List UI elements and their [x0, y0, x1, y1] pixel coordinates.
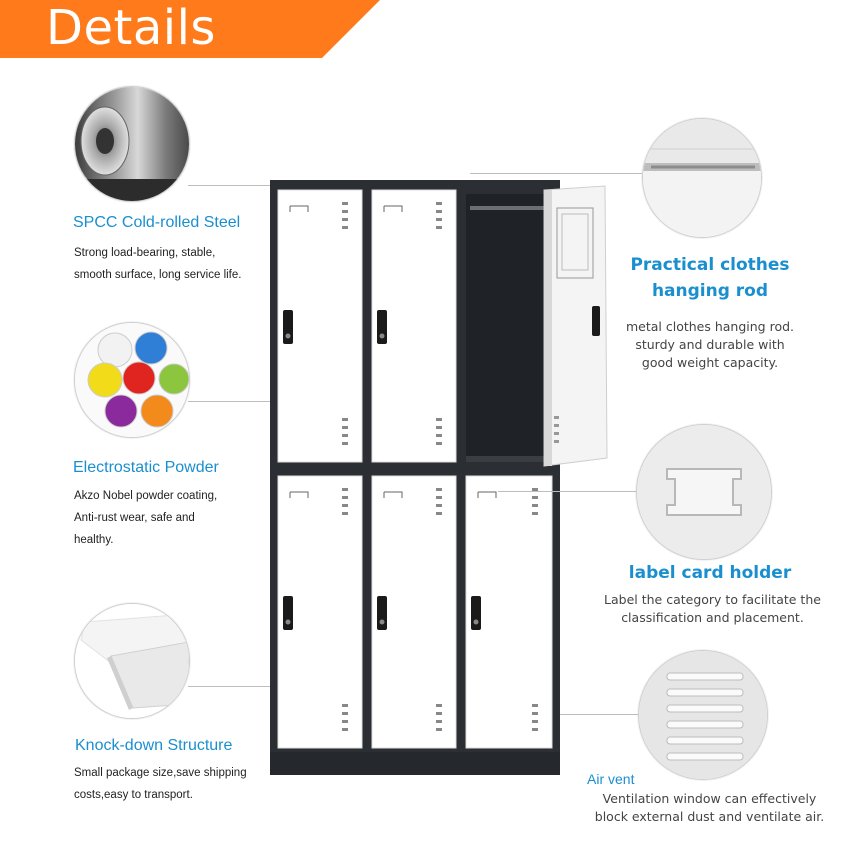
- details-banner: [0, 0, 380, 58]
- title-line: Practical clothes: [630, 255, 790, 275]
- connector-line: [188, 185, 270, 186]
- connector-line: [188, 401, 270, 402]
- powder-white: [98, 333, 132, 367]
- door-open: [544, 186, 607, 466]
- desc-line: metal clothes hanging rod.: [625, 319, 795, 334]
- desc-line: Anti-rust wear, safe and: [74, 512, 195, 524]
- feature-desc-label-holder: [580, 591, 845, 627]
- desc-line: Akzo Nobel powder coating,: [74, 490, 218, 502]
- desc-line: costs,easy to transport.: [74, 789, 193, 801]
- desc-line: classification and placement.: [621, 610, 804, 625]
- panel-image: [74, 603, 190, 719]
- feature-title-knockdown: Knock-down Structure: [75, 737, 233, 754]
- connector-line: [188, 686, 270, 687]
- feature-desc-air-vent: [582, 790, 837, 826]
- desc-line: Ventilation window can effectively: [602, 791, 817, 806]
- desc-line: sturdy and durable with: [635, 337, 785, 352]
- feature-desc-hanging-rod: [605, 318, 815, 372]
- feature-desc-steel: [74, 242, 241, 286]
- feature-title-air-vent: Air vent: [587, 771, 635, 787]
- desc-line: healthy.: [74, 534, 114, 546]
- air-vent-image: [638, 650, 768, 780]
- connector-line: [560, 714, 638, 715]
- label-holder-image: [636, 424, 772, 560]
- door-bottom-middle: [372, 476, 456, 748]
- hanging-rod: [470, 206, 548, 210]
- powder-red: [123, 362, 155, 394]
- desc-line: smooth surface, long service life.: [74, 269, 242, 281]
- feature-desc-powder: [74, 485, 217, 551]
- feature-title-label-holder: label card holder: [628, 563, 792, 583]
- powder-green: [159, 364, 189, 394]
- door-bottom-left: [278, 476, 362, 748]
- banner-title: Details: [46, 0, 216, 56]
- open-compartment: [466, 194, 552, 462]
- door-top-left: [278, 190, 362, 462]
- feature-desc-knockdown: [74, 762, 247, 806]
- powder-blue: [135, 332, 167, 364]
- desc-line: block external dust and ventilate air.: [594, 809, 825, 824]
- hanging-rod-image: [642, 118, 762, 238]
- connector-line: [470, 173, 642, 174]
- desc-line: Strong load-bearing, stable,: [74, 247, 216, 259]
- desc-line: good weight capacity.: [641, 355, 779, 370]
- locker-cabinet: [270, 180, 615, 785]
- powder-purple: [105, 395, 137, 427]
- desc-line: Small package size,save shipping: [74, 767, 247, 779]
- title-line: hanging rod: [651, 281, 769, 301]
- feature-title-steel: SPCC Cold-rolled Steel: [73, 214, 241, 231]
- door-top-middle: [372, 190, 456, 462]
- steel-roll-image: [74, 86, 190, 202]
- cabinet-base: [270, 752, 560, 775]
- powder-image: [74, 322, 190, 438]
- feature-title-powder: Electrostatic Powder: [73, 459, 219, 476]
- desc-line: Label the category to facilitate the: [604, 592, 821, 607]
- powder-orange: [141, 395, 173, 427]
- feature-title-hanging-rod: [610, 252, 810, 304]
- locker-drawing: [270, 180, 615, 780]
- powder-yellow: [88, 363, 122, 397]
- door-bottom-right: [466, 476, 552, 748]
- connector-line: [498, 491, 636, 492]
